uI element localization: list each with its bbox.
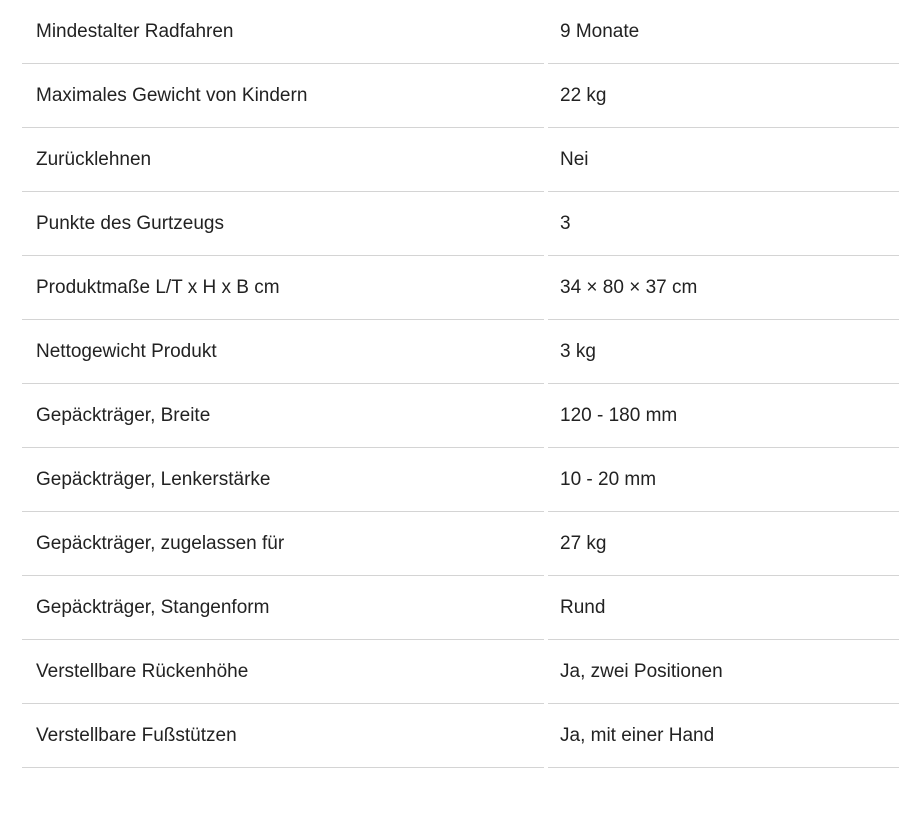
spec-value: 9 Monate [560, 21, 640, 42]
spec-value: 34 × 80 × 37 cm [560, 277, 698, 298]
spec-label: Gepäckträger, Lenkerstärke [36, 469, 271, 490]
spec-label: Gepäckträger, Stangenform [36, 597, 270, 618]
spec-value: Ja, zwei Positionen [560, 661, 723, 682]
spec-row-recline [0, 128, 900, 192]
spec-label: Verstellbare Fußstützen [36, 725, 237, 746]
spec-label: Punkte des Gurtzeugs [36, 213, 224, 234]
spec-value: 3 kg [560, 341, 596, 362]
spec-label: Mindestalter Radfahren [36, 21, 234, 42]
spec-row-rack-tube-thickness [0, 448, 900, 512]
spec-label: Maximales Gewicht von Kindern [36, 85, 308, 106]
spec-label: Gepäckträger, zugelassen für [36, 533, 285, 554]
spec-value: Ja, mit einer Hand [560, 725, 715, 746]
spec-row-max-child-weight [0, 64, 900, 128]
spec-label: Zurücklehnen [36, 149, 152, 170]
spec-value: Rund [560, 597, 606, 618]
spec-value: Nei [560, 149, 589, 170]
spec-value: 3 [560, 213, 571, 234]
spec-row-footrests [0, 704, 900, 768]
spec-value: 27 kg [560, 533, 607, 554]
spec-row-min-age [0, 0, 900, 64]
spec-value: 10 - 20 mm [560, 469, 657, 490]
spec-label: Verstellbare Rückenhöhe [36, 661, 249, 682]
spec-row-rack-width [0, 384, 900, 448]
spec-value: 22 kg [560, 85, 607, 106]
row-divider [22, 767, 544, 768]
spec-label: Nettogewicht Produkt [36, 341, 217, 362]
spec-label: Gepäckträger, Breite [36, 405, 211, 426]
row-divider [548, 767, 899, 768]
spec-row-backrest-height [0, 640, 900, 704]
spec-row-net-weight [0, 320, 900, 384]
spec-row-rack-tube-shape [0, 576, 900, 640]
spec-row-harness-points [0, 192, 900, 256]
spec-row-rack-load-rating [0, 512, 900, 576]
spec-row-dimensions [0, 256, 900, 320]
spec-label: Produktmaße L/T x H x B cm [36, 277, 280, 298]
spec-value: 120 - 180 mm [560, 405, 678, 426]
